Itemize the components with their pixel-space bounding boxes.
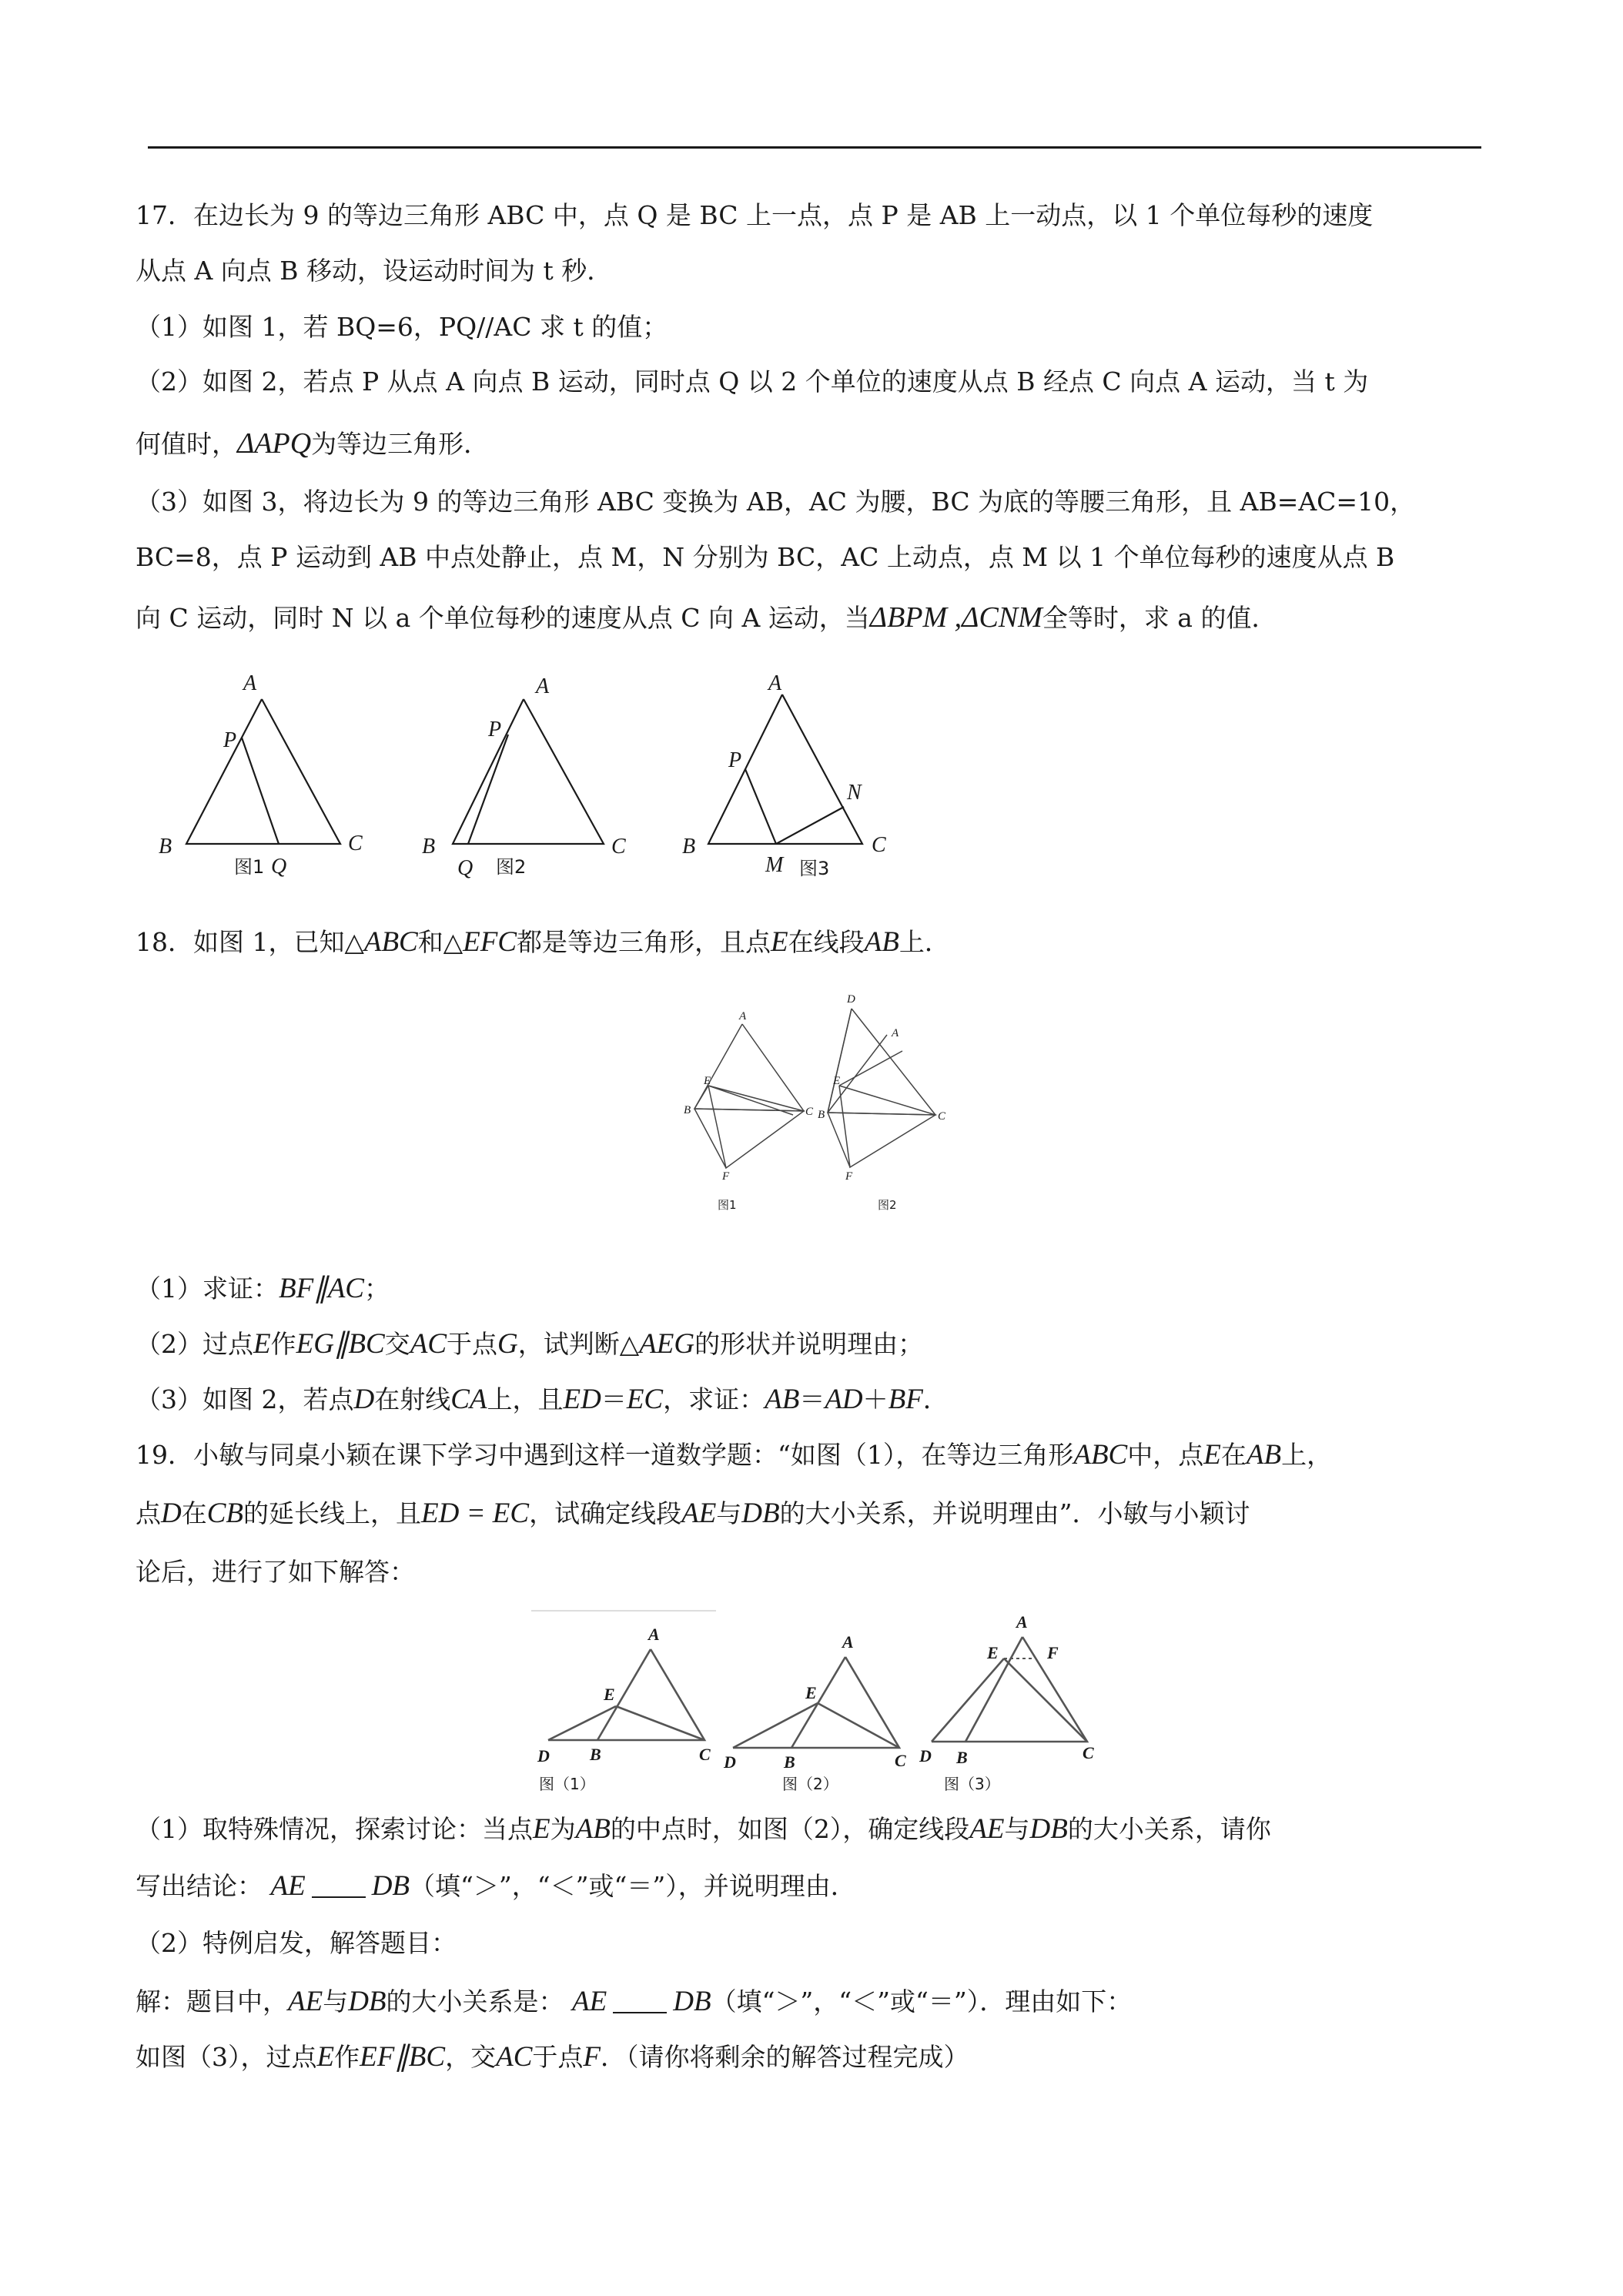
q19-f3-label-b: B — [956, 1748, 968, 1767]
q19-f3-label-f: F — [1047, 1643, 1059, 1662]
q19-f1-label-c: C — [699, 1745, 711, 1764]
q19-f1-label-b: B — [590, 1745, 601, 1764]
q17-f1-label-c: C — [348, 832, 363, 855]
q19-f1-label-e: E — [604, 1685, 615, 1704]
q18-f1-label-b: B — [684, 1104, 691, 1116]
q19-f1-caption: 图（1） — [539, 1775, 595, 1793]
q17-part-2: （2）如图 2，若点 P 从点 A 向点 B 运动，同时点 Q 以 2 个单位的速度从点 B 经点 C 向点 A 运动，当 t 为 — [136, 366, 1369, 397]
q17-f3-label-b: B — [682, 835, 696, 858]
q17-f2-label-b: B — [422, 835, 436, 858]
q18-line-1: 18．如图 1，已知△ABC和△EFC都是等边三角形，且点E在线段AB上． — [136, 926, 950, 958]
q19-part-1-answer: 写出结论： AE DB（填“＞”，“＜”或“＝”），并说明理由． — [136, 1870, 856, 1902]
q17-line-5: 何值时，ΔAPQ为等边三角形． — [136, 427, 490, 460]
answer-blank-1[interactable] — [312, 1873, 366, 1898]
q19-part-1: （1）取特殊情况，探索讨论：当点E为AB的中点时，如图（2），确定线段AE与DB的大小关系，请你 — [136, 1813, 1271, 1845]
answer-blank-2[interactable] — [613, 1989, 667, 2013]
q17-f1-label-q: Q — [271, 855, 287, 879]
q17-line-1: 17．在边长为 9 的等边三角形 ABC 中，点 Q 是 BC 上一点，点 P 是 AB 上一动点，以 1 个单位每秒的速度 — [136, 200, 1374, 230]
q17-part-1: （1）如图 1，若 BQ=6，PQ//AC 求 t 的值； — [136, 312, 668, 342]
q18-f2-caption: 图2 — [878, 1198, 897, 1212]
q18-f2-label-b: B — [818, 1109, 825, 1121]
q18-f1-caption: 图1 — [718, 1198, 737, 1212]
q19-f2-label-a: A — [842, 1632, 854, 1652]
q17-figure-2 — [408, 668, 647, 892]
q17-f3-caption: 图3 — [799, 858, 830, 879]
q17-line-2: 从点 A 向点 B 移动，设运动时间为 t 秒． — [136, 256, 613, 286]
q19-f2-label-c: C — [895, 1751, 906, 1770]
q18-part-1: （1）求证：BF∥AC； — [136, 1273, 390, 1304]
q19-figure-1 — [531, 1609, 731, 1802]
q17-f2-label-a: A — [536, 674, 550, 698]
q17-f3-label-a: A — [768, 671, 782, 695]
q19-f3-label-c: C — [1083, 1743, 1094, 1762]
q19-part-2: （2）特例启发，解答题目： — [136, 1928, 457, 1958]
q18-f2-label-e: E — [833, 1075, 841, 1087]
q19-f3-label-e: E — [987, 1643, 999, 1662]
q19-f2-caption: 图（2） — [782, 1775, 838, 1793]
q19-f3-label-a: A — [1016, 1612, 1028, 1632]
q18-f1-label-e: E — [704, 1075, 711, 1087]
q17-figure-1 — [154, 668, 370, 892]
q17-f1-caption: 图1 — [234, 856, 265, 878]
q17-f3-label-n: N — [847, 781, 862, 805]
q19-figure-3 — [916, 1609, 1109, 1802]
q19-solution-line-2: 如图（3），过点E作EF∥BC，交AC于点F．（请你将剩余的解答过程完成） — [136, 2041, 969, 2073]
q18-f2-label-d: D — [847, 993, 855, 1006]
q18-part-3: （3）如图 2，若点D在射线CA上，且ED＝EC，求证：AB＝AD＋BF． — [136, 1384, 949, 1415]
q18-f2-label-c: C — [938, 1110, 946, 1123]
q19-line-3: 论后，进行了如下解答： — [136, 1557, 415, 1587]
q17-f2-label-q: Q — [457, 856, 474, 880]
q19-f3-caption: 图（3） — [944, 1775, 1000, 1793]
q17-f1-label-p: P — [223, 728, 237, 752]
q17-f2-caption: 图2 — [496, 856, 527, 878]
q17-part-3: （3）如图 3，将边长为 9 的等边三角形 ABC 变换为 AB，AC 为腰，BC 为底的等腰三角形，且 AB=AC=10， — [136, 487, 1416, 517]
q18-f1-label-c: C — [805, 1106, 814, 1118]
q19-f2-label-d: D — [724, 1752, 736, 1772]
q18-part-2: （2）过点E作EG∥BC交AC于点G，试判断△AEG的形状并说明理由； — [136, 1328, 924, 1360]
q19-f2-label-b: B — [784, 1752, 795, 1772]
q18-f1-label-a: A — [739, 1010, 747, 1022]
q19-f1-label-d: D — [537, 1746, 550, 1766]
q17-f3-label-p: P — [728, 748, 742, 772]
q19-line-1: 19．小敏与同桌小颖在课下学习中遇到这样一道数学题：“如图（1），在等边三角形ABC中，点E在AB上， — [136, 1439, 1333, 1471]
q19-solution-line: 解：题目中，AE与DB的大小关系是： AE DB（填“＞”，“＜”或“＝”）．理由如下： — [136, 1986, 1133, 2017]
q19-line-2: 点D在CB的延长线上，且ED = EC，试确定线段AE与DB的大小关系，并说明理由”．小敏与小颖讨 — [136, 1498, 1250, 1529]
q18-f2-label-a: A — [892, 1027, 899, 1039]
q18-figure-2 — [816, 986, 970, 1232]
q18-figure-1 — [678, 1001, 839, 1232]
q19-f2-label-e: E — [805, 1683, 817, 1702]
q17-figure-3 — [670, 668, 909, 892]
q17-f1-label-b: B — [159, 835, 172, 858]
q17-f1-label-a: A — [243, 671, 257, 695]
q19-f1-label-a: A — [648, 1625, 660, 1644]
q17-f2-label-p: P — [488, 718, 502, 741]
q19-figure-2 — [724, 1609, 909, 1802]
q17-line-7: BC=8，点 P 运动到 AB 中点处静止，点 M，N 分别为 BC，AC 上动点，点 M 以 1 个单位每秒的速度从点 B — [136, 542, 1395, 572]
header-rule — [148, 146, 1481, 149]
q17-f2-label-c: C — [611, 835, 626, 858]
q17-f3-label-m: M — [765, 853, 784, 877]
q17-line-8: 向 C 运动，同时 N 以 a 个单位每秒的速度从点 C 向 A 运动，当ΔBPM ,ΔCNM全等时，求 a 的值． — [136, 601, 1277, 634]
q18-f2-label-f: F — [845, 1170, 853, 1183]
q19-f3-label-d: D — [919, 1746, 932, 1766]
q17-f3-label-c: C — [872, 833, 886, 857]
q18-f1-label-f: F — [722, 1170, 730, 1183]
